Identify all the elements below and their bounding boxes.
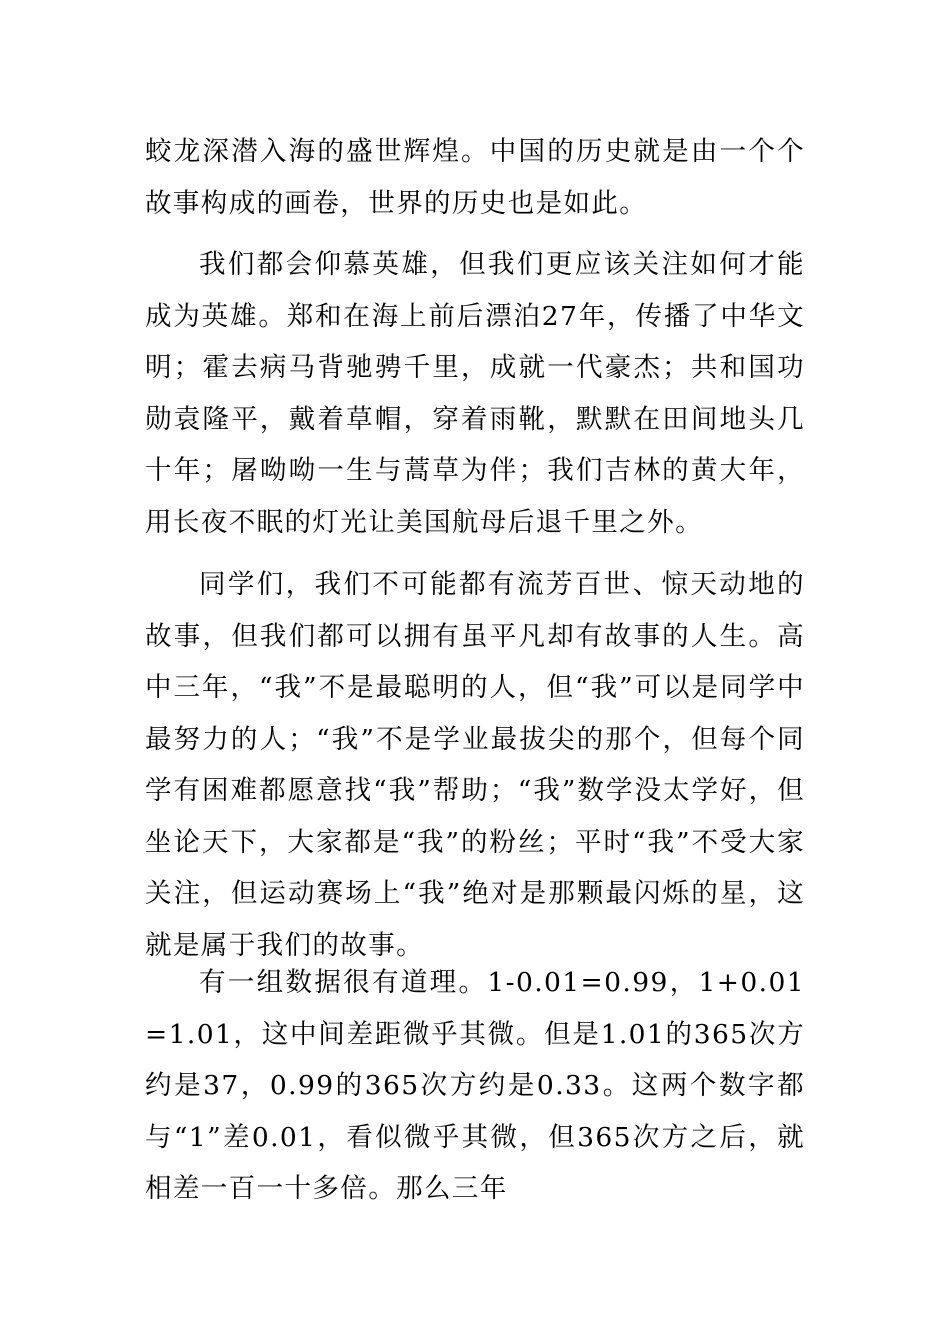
paragraph-history: 蛟龙深潜入海的盛世辉煌。中国的历史就是由一个个故事构成的画卷，世界的历史也是如此。 bbox=[145, 136, 805, 219]
paragraph-data-principle: 有一组数据很有道理。1-0.01=0.99，1+0.01=1.01，这中间差距微乎其微。但是1.01的365次方约是37，0.99的365次方约是0.33。这两个数字都与“1”差0.01，看似微乎其微，但365次方之后，就相差一百一十多倍。那么三年 bbox=[145, 967, 805, 1204]
paragraph-heroes: 我们都会仰慕英雄，但我们更应该关注如何才能成为英雄。郑和在海上前后漂泊27年，传播了中华文明；霍去病马背驰骋千里，成就一代豪杰；共和国功勋袁隆平，戴着草帽，穿着雨靴，默默在田间地头几十年；屠呦呦一生与蒿草为伴；我们吉林的黄大年，用长夜不眠的灯光让美国航母后退千里之外。 bbox=[145, 249, 805, 538]
paragraph-our-story: 同学们，我们不可能都有流芳百世、惊天动地的故事，但我们都可以拥有虽平凡却有故事的人生。高中三年，“我”不是最聪明的人，但“我”可以是同学中最努力的人；“我”不是学业最拔尖的那个，但每个同学有困难都愿意找“我”帮助；“我”数学没太学好，但坐论天下，大家都是“我”的粉丝；平时“我”不受大家关注，但运动赛场上“我”绝对是那颗最闪烁的星，这就是属于我们的故事。 bbox=[145, 569, 805, 961]
